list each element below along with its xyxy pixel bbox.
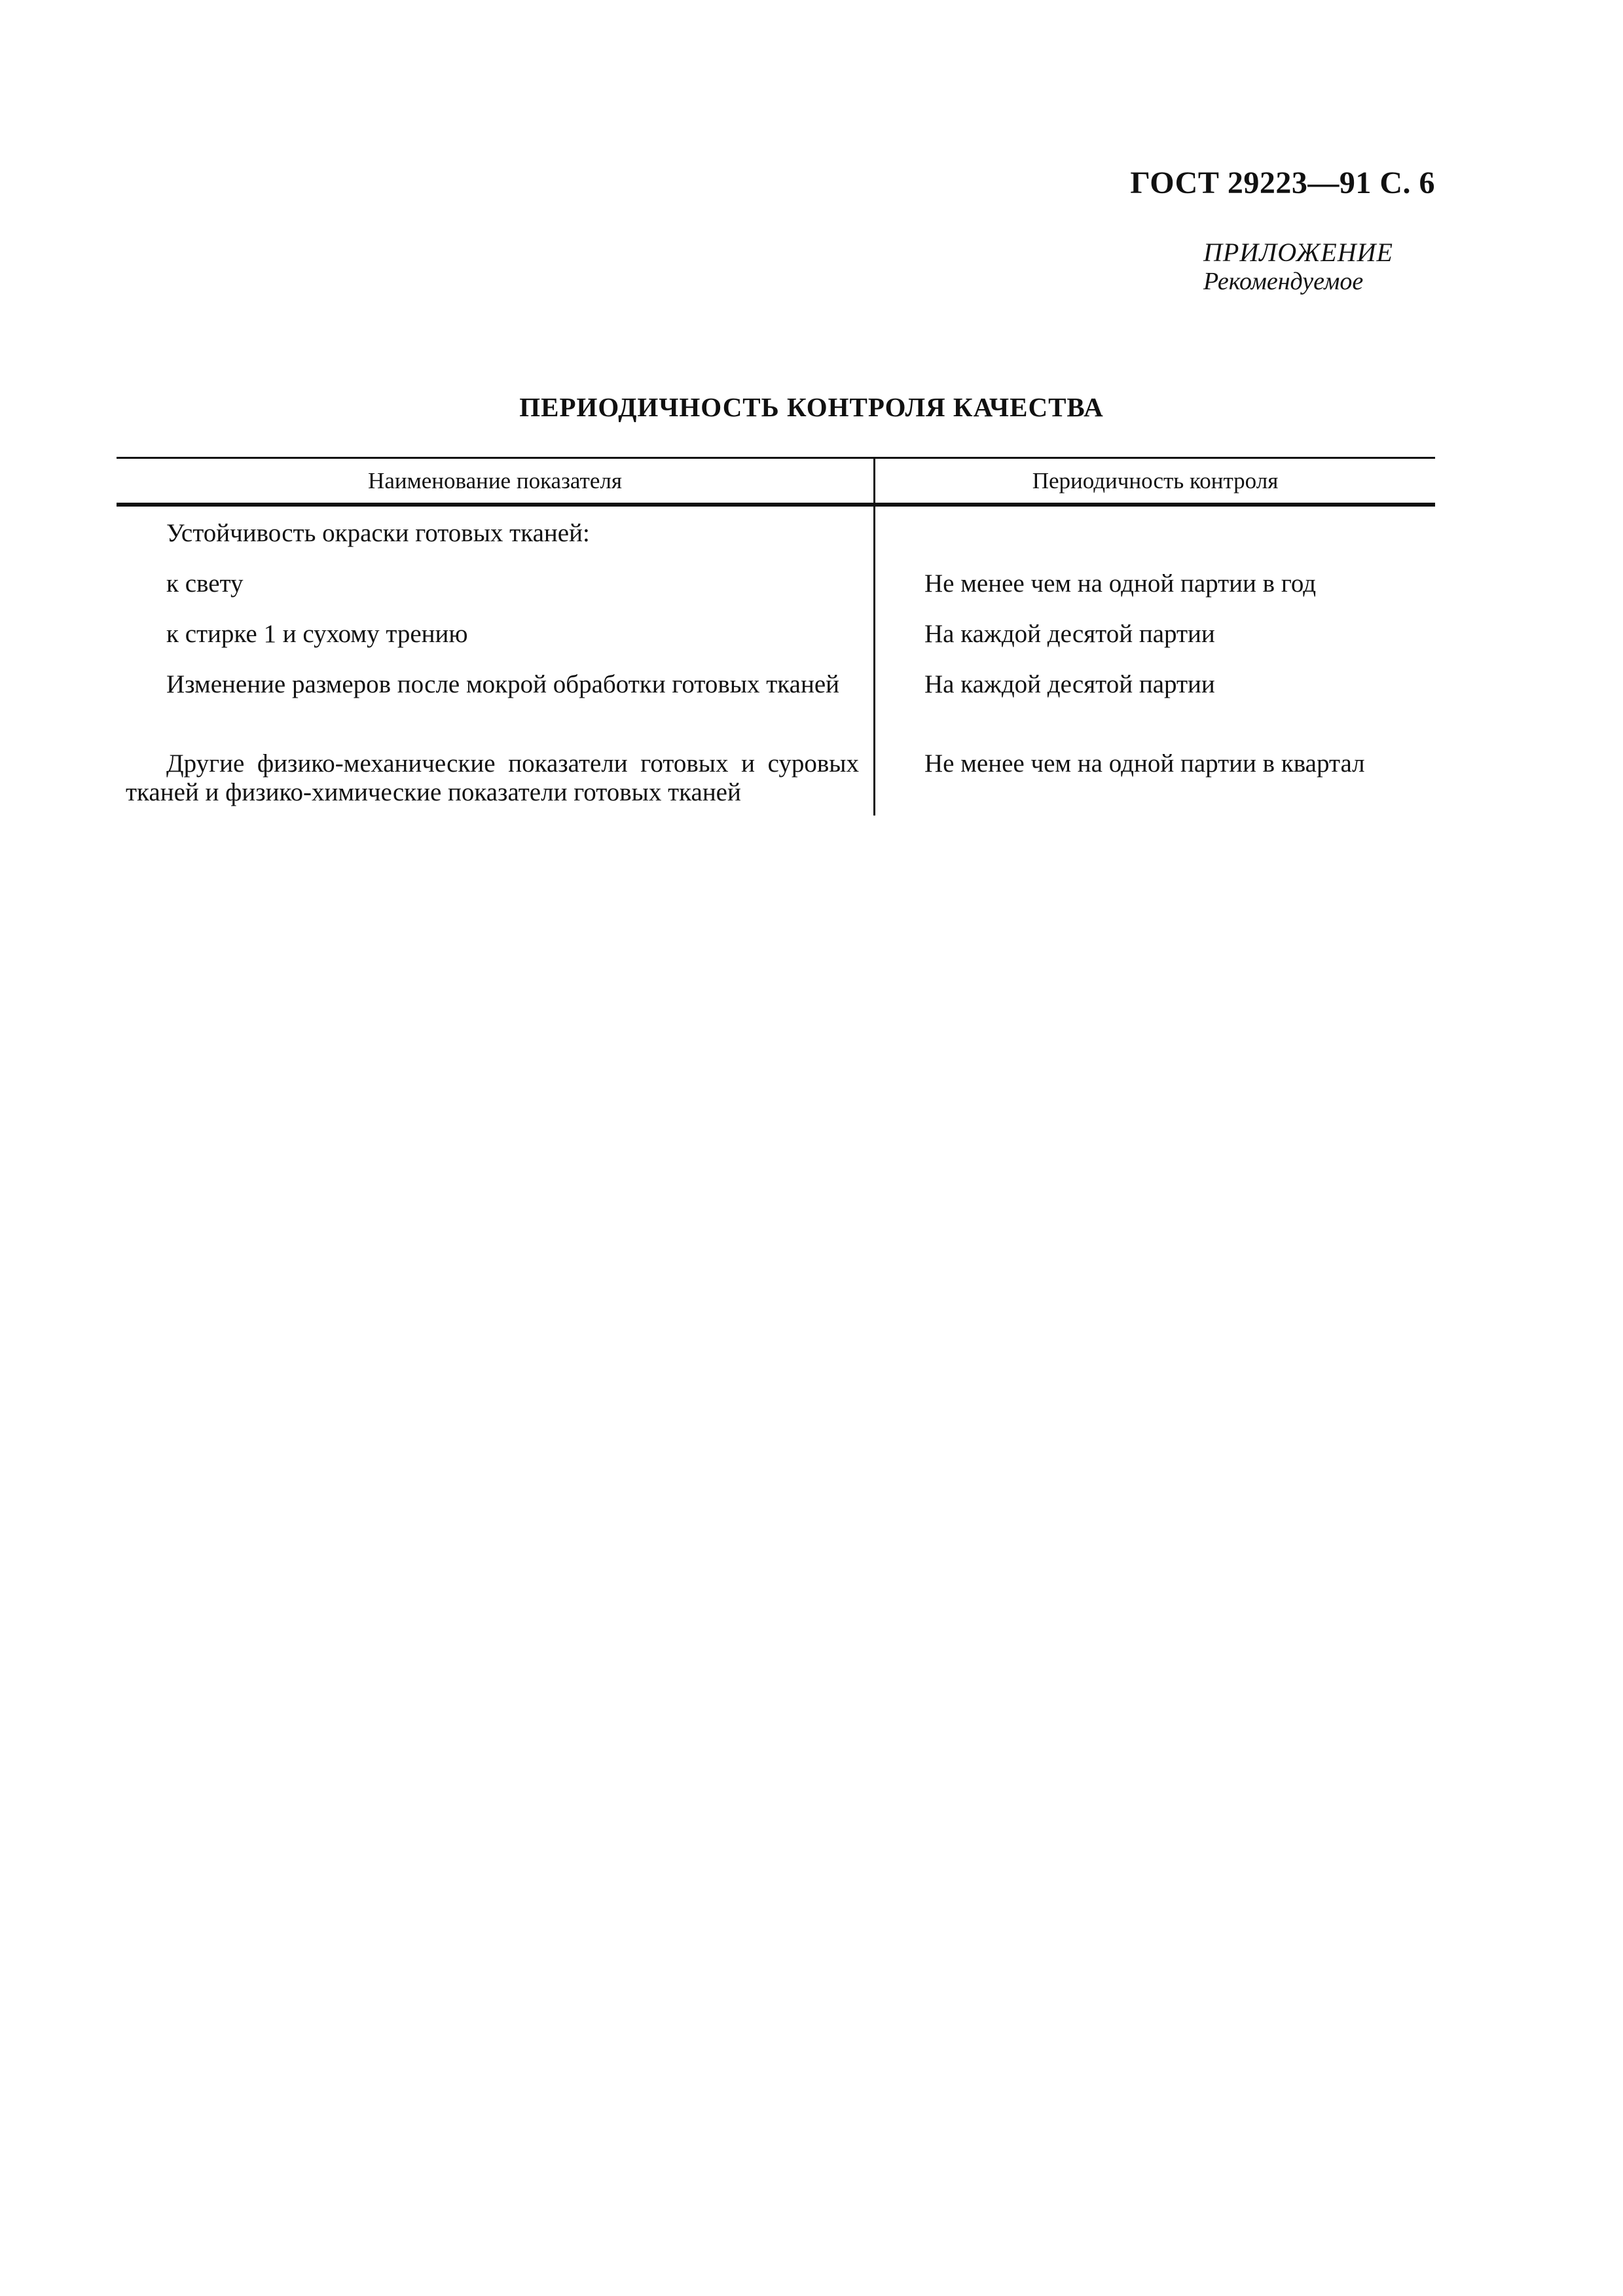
column-header-indicator: Наименование показателя bbox=[368, 468, 622, 493]
appendix-block bbox=[1203, 238, 1393, 296]
table-row-frequency: Не менее чем на одной партии в год bbox=[924, 569, 1317, 598]
table-row-indicator: Другие физико-механические показатели готовых и суровых тканей и физико-химические показатели готовых тканей bbox=[126, 749, 859, 806]
table-row-indicator: Устойчивость окраски готовых тканей: bbox=[166, 519, 590, 547]
table-top-rule bbox=[117, 457, 1435, 459]
table-row-frequency: Не менее чем на одной партии в квартал bbox=[924, 749, 1365, 778]
table-row-frequency: На каждой десятой партии bbox=[924, 670, 1215, 698]
table-row-indicator: Изменение размеров после мокрой обработки готовых тканей bbox=[166, 670, 839, 698]
table-row-indicator: к свету bbox=[166, 569, 244, 598]
appendix-type: Рекомендуемое bbox=[1203, 268, 1364, 295]
appendix-label: ПРИЛОЖЕНИЕ bbox=[1203, 238, 1393, 267]
table-row-indicator: к стирке 1 и сухому трению bbox=[166, 620, 468, 648]
column-header-frequency: Периодичность контроля bbox=[1032, 468, 1279, 493]
table-column-divider bbox=[873, 457, 875, 816]
table-row-frequency: На каждой десятой партии bbox=[924, 620, 1215, 648]
table-header-rule bbox=[117, 503, 1435, 507]
page-title: ПЕРИОДИЧНОСТЬ КОНТРОЛЯ КАЧЕСТВА bbox=[519, 392, 1104, 422]
document-reference-header: ГОСТ 29223—91 С. 6 bbox=[1130, 166, 1435, 200]
